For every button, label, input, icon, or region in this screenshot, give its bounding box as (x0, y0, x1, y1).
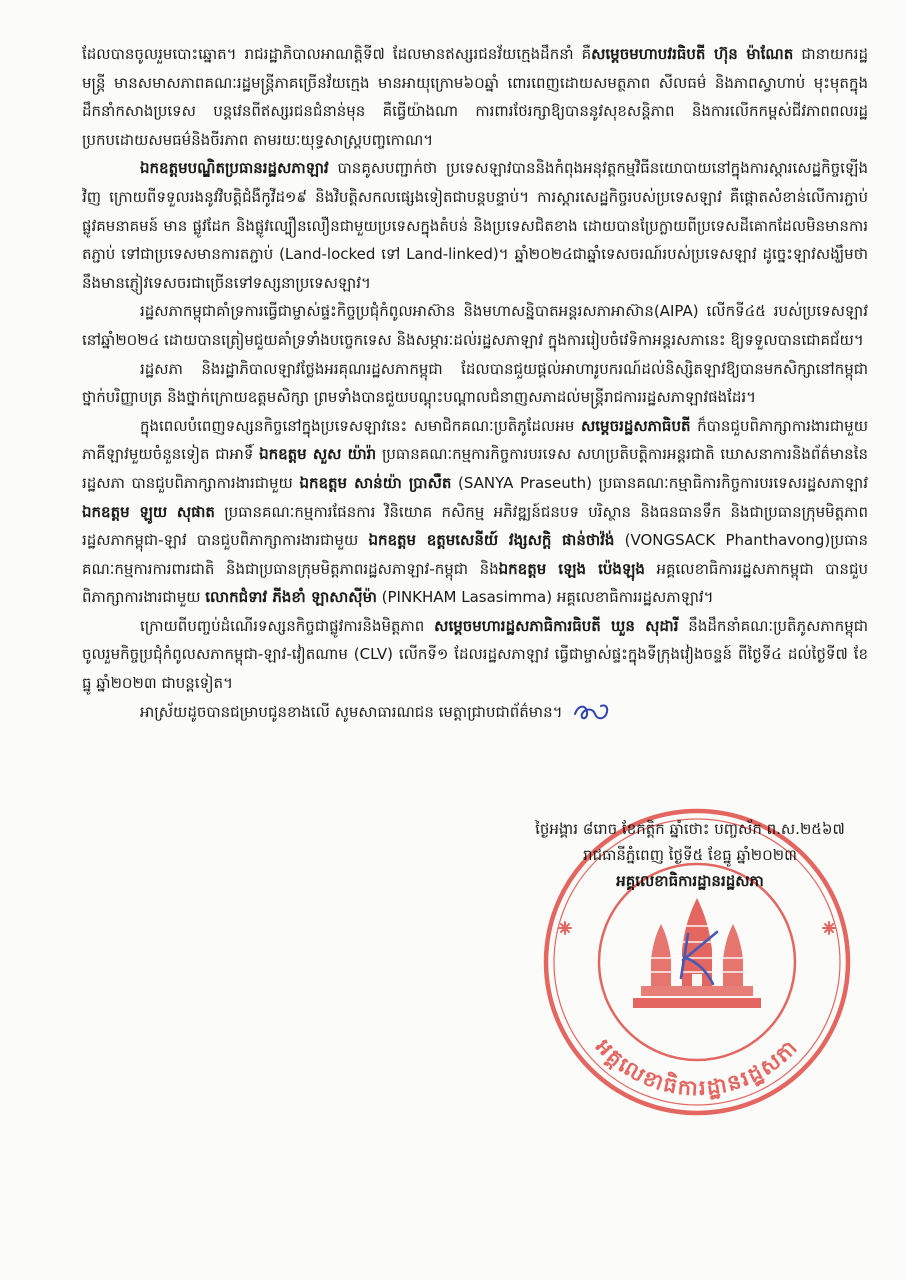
closing-line (82, 698, 868, 727)
issuing-office: អគ្គលេខាធិការដ្ឋានរដ្ឋសភា (616, 872, 764, 890)
text-run: (SANYA Praseuth) ប្រធានគណៈកម្មាធិការកិច្ចការបរទេសរដ្ឋសភាឡាវ (451, 473, 868, 492)
place-date-line: រាជធានីភ្នំពេញ ថ្ងៃទី៥ ខែធ្នូ ឆ្នាំ២០២៣ (583, 846, 797, 864)
text-run: ដែលបានចូលរួមបោះឆ្នោត។ រាជរដ្ឋាភិបាលអាណត្តិទី៧ ដែលមានឥស្សរជនវ័យក្មេងដឹកនាំ គឺ (82, 45, 592, 63)
seal-ring-text: អគ្គលេខាធិការដ្ឋានរដ្ឋសភា (591, 1034, 803, 1101)
seal-temple-emblem (633, 898, 761, 1008)
temple-gate (692, 974, 702, 986)
lunar-date-line: ថ្ងៃអង្គារ ៨រោច ខែកត្តិក ឆ្នាំថោះ បញ្ចស័ក ព.ស.២៥៦៧ (535, 820, 845, 838)
bold-name-run: សម្តេចមហាបវរធិបតី ហ៊ុន ម៉ាណែត (591, 45, 794, 63)
temple-right-tower (723, 924, 743, 986)
temple-terrace (641, 986, 753, 996)
paragraph-aipa-support (82, 297, 868, 354)
seal-ring-label (591, 1034, 803, 1101)
text-run: (PINKHAM Lasasimma) អគ្គលេខាធិការរដ្ឋសភាឡាវ។ (376, 588, 714, 607)
bold-name-run: ឯកឧត្តម ឧត្តមសេនីយ៍ វង្សសក្តិ ផាន់ថាវ៉ង់ (368, 531, 615, 550)
closing-text: អាស្រ័យដូចបានជម្រាបជូនខាងលើ សូមសាធារណជន មេត្តាជ្រាបជាព័ត៌មាន។ (140, 702, 563, 721)
text-run: ប្រធានគណៈកម្មការផែនការ វិនិយោគ កសិកម្ម អភិវឌ្ឍន៍ជនបទ បរិស្ថាន និងធនធានទឹក និងជាប្រធានក្រុមមិត្តភាពរដ្ឋសភាកម្ពុជា-ឡាវ បានជួបពិភាក្សាការងារជាមួយ (82, 502, 868, 550)
text-run: រដ្ឋសភាកម្ពុជាគាំទ្រការធ្វើជាម្ចាស់ផ្ទះកិច្ចប្រជុំកំពូលអាស៊ាន និងមហាសន្និបាតអន្តរសភាអាស៊ាន(AIPA) លើកទី៤៥ របស់ប្រទេសឡាវនៅឆ្នាំ២០២៤ ដោយបានត្រៀមជួយគាំទ្រទាំងបច្ចេកទេស និងសម្ភារៈដល់រដ្ឋសភាឡាវ ក្នុងការរៀបចំវេទិកាអន្តរសភានេះ ឱ្យទទួលបានជោគជ័យ។ (82, 302, 868, 349)
handwritten-initial-mark (572, 701, 612, 723)
paragraph-clv-summit (82, 612, 868, 698)
bold-name-run: ឯកឧត្តម ឡូយ សុផាត (82, 502, 215, 521)
official-seal (537, 802, 857, 1122)
text-run: នឹងដឹកនាំគណៈប្រតិភូសភាកម្ពុជា ចូលរួមកិច្ចប្រជុំកំពូលសភាកម្ពុជា-ឡាវ-វៀតណាម (CLV) លើកទី១ ដែលរដ្ឋសភាឡាវ ធ្វើជាម្ចាស់ផ្ទះក្នុងទីក្រុងវៀងចន្ទន៍ ពីថ្ងៃទី៤ ដល់ថ្ងៃទី៧ ខែធ្នូ ឆ្នាំ២០២៣ ជាបន្តទៀត។ (82, 616, 868, 693)
text-run: រដ្ឋសភា និងរដ្ឋាភិបាលឡាវថ្លែងអរគុណរដ្ឋសភាកម្ពុជា ដែលបានជួយផ្តល់អាហារូបករណ៍ដល់និស្សិតឡាវឱ្យបានមកសិក្សានៅកម្ពុជា ថ្នាក់បរិញ្ញាបត្រ និងថ្នាក់ក្រោយឧត្តមសិក្សា ព្រមទាំងបានជួយបណ្តុះបណ្តាលជំនាញសភាដល់មន្ត្រីរាជការរដ្ឋសភាឡាវផងដែរ។ (82, 359, 868, 407)
bold-name-run: ឯកឧត្តម ឡេង ប៉េងឡុង (498, 559, 645, 578)
paragraph-delegation-meetings (82, 412, 868, 612)
seal-star-right-icon (823, 922, 835, 934)
paragraph-continuation (82, 40, 868, 154)
bold-name-run: លោកជំទាវ ភីងខាំ ឡាសាស៊ីម៉ា (205, 588, 377, 607)
initial-stroke (575, 706, 607, 719)
document-body (82, 40, 868, 816)
paragraph-lao-economy (82, 154, 868, 297)
text-run: (VONGSACK Phanthavong)ប្រធានគណៈកម្មការការពារជាតិ និងជាប្រធានក្រុមមិត្តភាពរដ្ឋសភាឡាវ-កម្ពុជា និង (82, 531, 868, 578)
text-run: ក្នុងពេលបំពេញទស្សនកិច្ចនៅក្នុងប្រទេសឡាវនេះ សមាជិកគណៈប្រតិភូដែលអម (140, 416, 581, 435)
bold-name-run: ឯកឧត្តម សាន់យ៉ា ប្រាសឺត (299, 473, 452, 492)
paragraph-scholarship-thanks (82, 355, 868, 412)
temple-left-tower (651, 924, 671, 986)
text-run: អគ្គលេខាធិការរដ្ឋសភាកម្ពុជា បានជួបពិភាក្សាការងារជាមួយ (82, 559, 868, 607)
bold-name-run: ឯកឧត្តមបណ្ឌិតប្រធានរដ្ឋសភាឡាវ (140, 159, 329, 178)
text-run: បានគូសបញ្ជាក់ថា ប្រទេសឡាវបាននិងកំពុងអនុវត្តកម្មវិធីនយោបាយនៅក្នុងការស្តារសេដ្ឋកិច្ចឡើងវិញ ក្រោយពីទទួលរងនូវវិបត្តិជំងឺកូវីដ១៩ និងវិបត្តិសកលផ្សេងទៀតជាបន្តបន្ទាប់។ ការស្តារសេដ្ឋកិច្ចរបស់ប្រទេសឡាវ គឺផ្តោតសំខាន់លើការភ្ជាប់ផ្លូវគមនាគមន៍ មាន ផ្លូវដែក និងផ្លូវល្បឿនលឿនជាមួយប្រទេសក្នុងតំបន់ និងប្រទេសជិតខាង ដោយបានប្រែក្លាយពីប្រទេសដីគោកដែលមិនមានការតភ្ជាប់ ទៅជាប្រទេសមានការតភ្ជាប់ (Land-locked ទៅ Land-linked)។ ឆ្នាំ២០២៤ជាឆ្នាំទេសចរណ៍របស់ប្រទេសឡាវ ដូច្នេះឡាវសង្ឃឹមថានឹងមានភ្ញៀវទេសចរជាច្រើនទៅទស្សនាប្រទេសឡាវ។ (82, 159, 868, 292)
temple-base (633, 998, 761, 1008)
bold-name-run: សម្តេចរដ្ឋសភាធិបតី (581, 416, 691, 435)
text-run: ក្រោយពីបញ្ចប់ដំណើរទស្សនកិច្ចជាផ្លូវការនិងមិត្តភាព (140, 616, 435, 635)
text-run: ក៏បានជួបពិភាក្សាការងារជាមួយភាគីឡាវមួយចំនួនទៀត ជាអាទិ៍ (82, 416, 868, 464)
bold-name-run: សម្តេចមហារដ្ឋសភាធិការធិបតី ឃួន សុដារី (434, 616, 679, 635)
text-run: ប្រធានគណៈកម្មការកិច្ចការបរទេស សហប្រតិបត្តិការអន្តរជាតិ ឃោសនាការនិងព័ត៌មាននៃរដ្ឋសភា បានជួបពិភាក្សាការងារជាមួយ (82, 445, 868, 492)
bold-name-run: ឯកឧត្តម សួស យ៉ារ៉ា (259, 445, 377, 464)
seal-star-left-icon (559, 922, 571, 934)
text-run: ជានាយករដ្ឋមន្ត្រី មានសមាសភាពគណៈរដ្ឋមន្ត្រីភាគច្រើនវ័យក្មេង មានអាយុក្រោម៦០ឆ្នាំ ពោរពេញដោយសមត្ថភាព សីលធម៌ និងភាពស្វាហាប់ មុះមុតក្នុងដឹកនាំកសាងប្រទេស បន្តវេនពីឥស្សរជនជំនាន់មុន គឺធ្វើយ៉ាងណា ការពារថែរក្សាឱ្យបាននូវសុខសន្តិភាព និងការលើកកម្ពស់ជីវភាពពលរដ្ឋប្រកបដោយសមធម៌និងចីរភាព តាមរយៈយុទ្ធសាស្ត្របញ្ចកោណ។ (82, 45, 868, 149)
